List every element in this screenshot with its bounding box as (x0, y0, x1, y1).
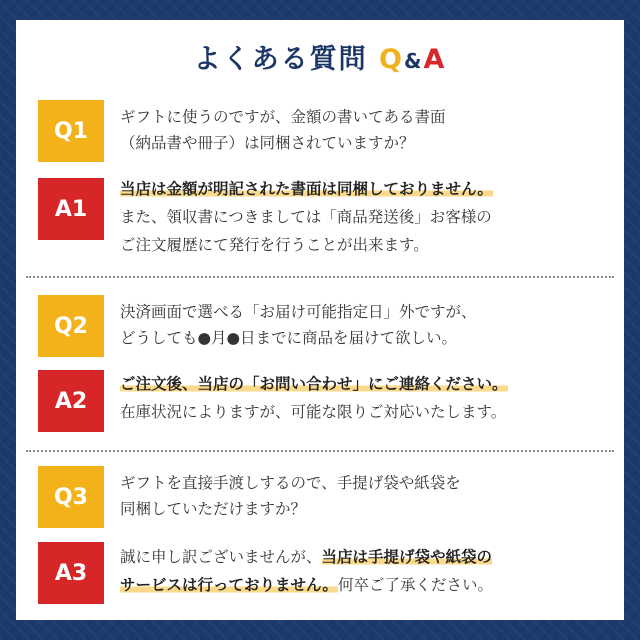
a2-line-1: 在庫状況によりますが、可能な限りご対応いたします。 (120, 403, 507, 421)
separator-2 (26, 450, 614, 452)
title-amp: & (404, 49, 424, 73)
q3-badge: Q3 (38, 466, 104, 528)
q1-line-2: （納品書や冊子）は同梱されていますか？ (120, 134, 415, 152)
a3-line-1-plain: 誠に申し訳ございませんが、 (120, 548, 322, 566)
a2-badge: A2 (38, 370, 104, 432)
separator-1 (26, 276, 614, 278)
a3-line-1 (120, 546, 492, 568)
a3-line-2-plain: 何卒ご了承ください。 (337, 576, 493, 594)
title-a: A (423, 44, 447, 75)
a1-line-2: ご注文履歴にて発行を行うことが出来ます。 (120, 236, 429, 254)
title-q: Q (379, 44, 404, 75)
page-title (16, 40, 624, 80)
faq-card (16, 20, 624, 620)
a3-line-2-highlight: サービスは行っておりません。 (120, 576, 338, 594)
a1-badge: A1 (38, 178, 104, 240)
a2-highlight-text: ご注文後、当店の「お問い合わせ」にご連絡ください。 (120, 375, 508, 393)
a1-highlight-text: 当店は金額が明記された書面は同梱しておりません。 (120, 180, 493, 198)
a1-highlight (120, 178, 493, 200)
q3-line-1: ギフトを直接手渡しするので、手提げ袋や紙袋を (120, 474, 461, 492)
q2-line-2: どうしても●月●日までに商品を届けて欲しい。 (120, 329, 458, 347)
q2-badge: Q2 (38, 295, 104, 357)
a3-line-1-highlight: 当店は手提げ袋や紙袋の (321, 548, 493, 566)
a2-highlight (120, 373, 508, 395)
q3-line-2: 同梱していただけますか？ (120, 500, 307, 518)
a3-badge: A3 (38, 542, 104, 604)
title-main: よくある質問 (193, 44, 368, 75)
q1-line-1: ギフトに使うのですが、金額の書いてある書面 (120, 108, 446, 126)
q1-badge: Q1 (38, 100, 104, 162)
q2-line-1: 決済画面で選べる「お届け可能指定日」外ですが、 (120, 303, 477, 321)
a3-line-2 (120, 574, 493, 596)
a1-line-1: また、領収書につきましては「商品発送後」お客様の (120, 208, 492, 226)
